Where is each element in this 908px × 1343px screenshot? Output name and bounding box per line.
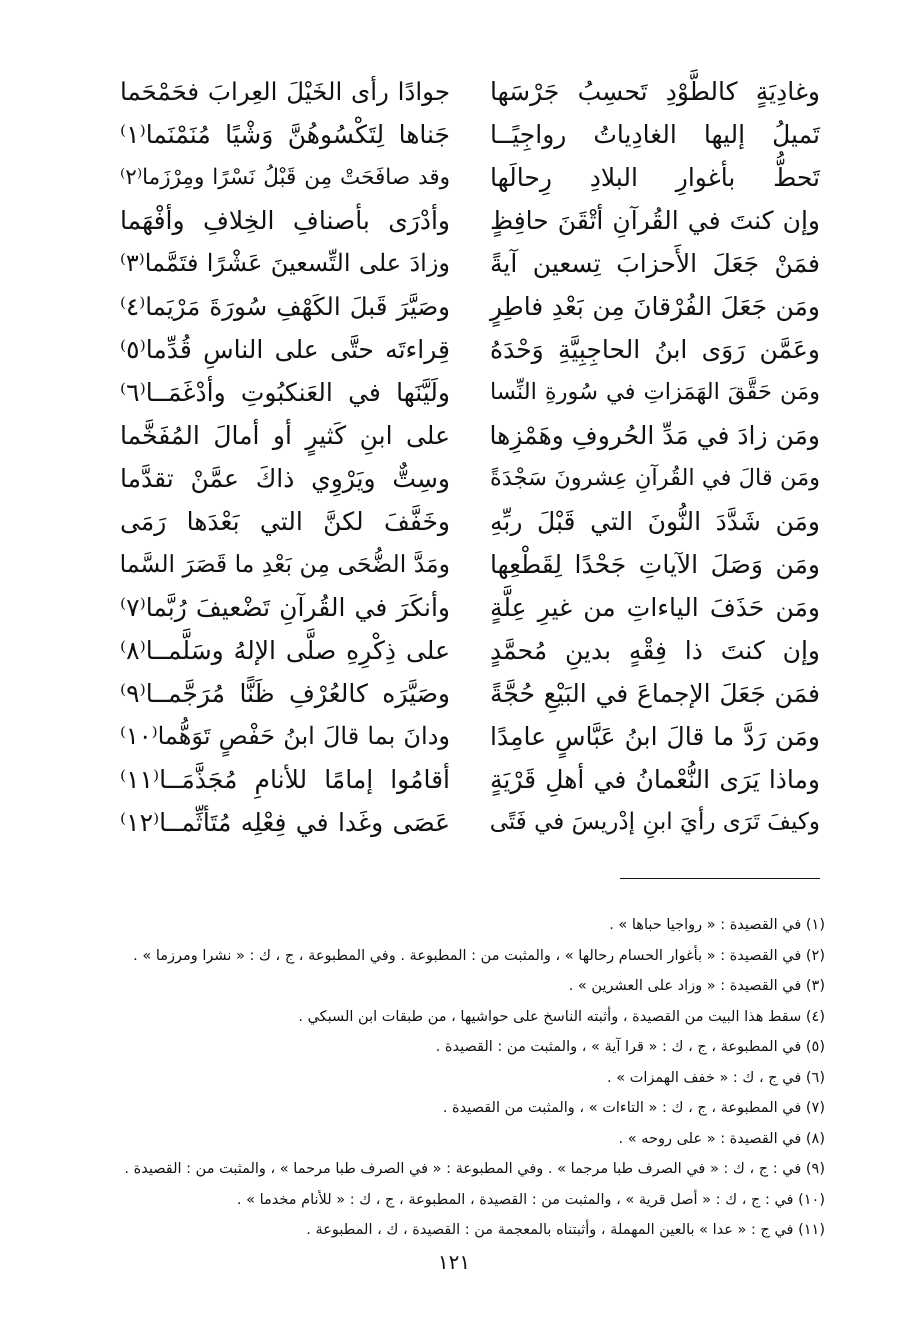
verse-second-hemistich: جَناها لِتَكْسُوهُنَّ وَشْيًا مُنَمْنَما⁽١⁾: [120, 120, 450, 149]
verse-first-hemistich: تَحطُّ بأغوارِ البلادِ رِحالَها: [490, 163, 820, 192]
verse-second-hemistich: ولَيَّنَها في العَنكبُوتِ وأدْغَمَــا⁽٦⁾: [120, 378, 450, 407]
verse-first-hemistich: وكيفَ تَرَى رأيَ ابنِ إدْريسَ في فَتًى: [489, 809, 820, 835]
page-number: ١٢١: [437, 1250, 471, 1274]
footnote: (١) في القصيدة : « رواجيا حباها » .: [609, 917, 825, 933]
footnote: (٢) في القصيدة : « بأغوار الحسام رحالها » ، والمثبت من : المطبوعة . وفي المطبوعة ، ج ، ك : « نشرا ومرزما » .: [133, 947, 825, 964]
verse-first-hemistich: فمَنْ جَعَلَ الأَحزابَ تِسعين آيةً: [490, 249, 820, 278]
verse-second-hemistich: وسِتٌّ ويَرْوِي ذاكَ عمَّنْ تقدَّما: [120, 464, 450, 493]
verse-line: [120, 70, 820, 113]
verse-line: [120, 672, 820, 715]
verse-second-hemistich: قِراءتَه حتَّى على الناسِ قُدِّما⁽٥⁾: [120, 335, 450, 364]
verse-first-hemistich: ومَن حَقَّقَ الهَمَزاتِ في سُورةِ النِّسا: [490, 379, 820, 405]
verse-first-hemistich: ومَن زادَ في مَدِّ الحُروفِ وهَمْزِها: [489, 421, 820, 450]
verse-line: [120, 414, 820, 457]
verse-second-hemistich: وصَيَّرَه كالعُرْفِ ظَنًّا مُرَجَّمــا⁽٩⁾: [120, 679, 450, 708]
footnote: (٨) في القصيدة : « على روحه » .: [618, 1130, 825, 1147]
footnote: (٦) في ج ، ك : « خفف الهمزات » .: [607, 1069, 825, 1086]
verse-second-hemistich: ودانَ بما قالَ ابنُ حَفْصٍ تَوَهُّما⁽١٠⁾: [120, 722, 450, 750]
verse-first-hemistich: ومَن رَدَّ ما قالَ ابنُ عَبَّاسٍ عامِدًا: [490, 722, 820, 751]
verse-line: [120, 285, 820, 328]
verse-line: [120, 801, 820, 844]
footnotes: [95, 910, 825, 1246]
verse-first-hemistich: ومَن وَصَلَ الآياتِ جَحْدًا لِقَطْعِها: [490, 550, 820, 579]
verse-first-hemistich: وعَمَّن رَوَى ابنُ الحاجِبِيَّةِ وَحْدَهُ: [490, 335, 820, 364]
verse-first-hemistich: فمَن جَعَلَ الإجماعَ في البَيْعِ حُجَّةً: [490, 679, 820, 708]
verse-second-hemistich: عَصَى وغَدا في فِعْلِه مُتَأثِّمــا⁽١٢⁾: [120, 808, 450, 837]
verse-first-hemistich: ومَن قالَ في القُرآنِ عِشرونَ سَجْدَةً: [490, 465, 820, 491]
verse-first-hemistich: ومَن جَعَلَ الفُرْقانَ مِن بَعْدِ فاطِرٍ: [490, 292, 820, 321]
verse-second-hemistich: وصَيَّرَ قَبلَ الكَهْفِ سُورَةَ مَرْيَما⁽٤⁾: [120, 292, 450, 321]
verse-first-hemistich: ومَن شَدَّدَ النُّونَ التي قَبْلَ ربِّهِ: [490, 507, 820, 536]
verse-second-hemistich: ومَدَّ الضُّحَى مِن بَعْدِ ما قَصَرَ السَّما: [119, 550, 450, 578]
verse-line: [120, 156, 820, 199]
verse-line: [120, 199, 820, 242]
verse-first-hemistich: وإن كنتَ ذا فِقْهٍ بدينِ مُحمَّدٍ: [490, 636, 820, 665]
verse-second-hemistich: أقامُوا إمامًا للأنامِ مُجَذَّمَــا⁽١١⁾: [120, 765, 450, 794]
footnote: (٥) في المطبوعة ، ج ، ك : « قرا آية » ، والمثبت من : القصيدة .: [435, 1039, 825, 1055]
verse-first-hemistich: وماذا يَرَى النُّعْمانُ في أهلِ قَرْيَةٍ: [490, 765, 820, 794]
footnote: (٧) في المطبوعة ، ج ، ك : « التاءات » ، والمثبت من القصيدة .: [442, 1100, 825, 1116]
verse-line: [120, 113, 820, 156]
footnote: (٩) في : ج ، ك : « في الصرف طبا مرجما » . وفي المطبوعة : « في الصرف طبا مرحما » ، والمثبت من : القصيدة .: [124, 1161, 825, 1177]
poem-body: [120, 70, 820, 844]
verse-line: [120, 500, 820, 543]
verse-second-hemistich: جوادًا رأى الخَيْلَ العِرابَ فحَمْحَما: [120, 77, 450, 106]
footnote: (١٠) في : ج ، ك : « أصل قرية » ، والمثبت من : القصيدة ، المطبوعة ، ج ، ك : « للأنام مخدما » .: [236, 1191, 825, 1208]
verse-line: [120, 715, 820, 758]
verse-line: [120, 586, 820, 629]
verse-second-hemistich: وأنكَرَ في القُرآنِ تَضْعيفَ رُبَّما⁽٧⁾: [120, 593, 450, 622]
verse-first-hemistich: تَميلُ إليها الغادِياتُ رواجِيًــا: [490, 120, 820, 149]
verse-line: [120, 328, 820, 371]
verse-first-hemistich: وإن كنتَ في القُرآنِ أتْقَنَ حافِظٍ: [490, 206, 820, 235]
verse-second-hemistich: وقد صافَحَتْ مِن قَبْلُ نَسْرًا ومِرْزَما⁽٢⁾: [120, 165, 450, 190]
verse-first-hemistich: وغادِيَةٍ كالطَّوْدِ تَحسِبُ جَرْسَها: [490, 77, 820, 106]
footnote: (١١) في ج : « عدا » بالعين المهملة ، وأثبتناه بالمعجمة من : القصيدة ، ك ، المطبوعة .: [306, 1222, 825, 1238]
verse-line: [120, 629, 820, 672]
verse-line: [120, 371, 820, 414]
footnote: (٤) سقط هذا البيت من القصيدة ، وأثبته الناسخ على حواشيها ، من طبقات ابن السبكي .: [298, 1008, 825, 1025]
verse-line: [120, 457, 820, 500]
verse-second-hemistich: على ابنِ كَثيرٍ أو أمالَ المُفَخَّما: [120, 421, 450, 450]
verse-second-hemistich: وأدْرَى بأصنافِ الخِلافِ وأفْهَما: [120, 206, 450, 235]
footnote: (٣) في القصيدة : « وزاد على العشرين » .: [568, 978, 825, 994]
verse-second-hemistich: على ذِكْرِهِ صلَّى الإلهُ وسَلَّمــا⁽٨⁾: [120, 636, 450, 665]
verse-line: [120, 242, 820, 285]
verse-second-hemistich: وزادَ على التِّسعينَ عَشْرًا فتَمَّما⁽٣⁾: [120, 249, 450, 277]
verse-first-hemistich: ومَن حَذَفَ الياءاتِ من غيرِ عِلَّةٍ: [490, 593, 820, 622]
footnote-separator: [620, 878, 820, 879]
verse-line: [120, 543, 820, 586]
verse-second-hemistich: وخَفَّفَ لكنَّ التي بَعْدَها رَمَى: [120, 507, 450, 536]
verse-line: [120, 758, 820, 801]
